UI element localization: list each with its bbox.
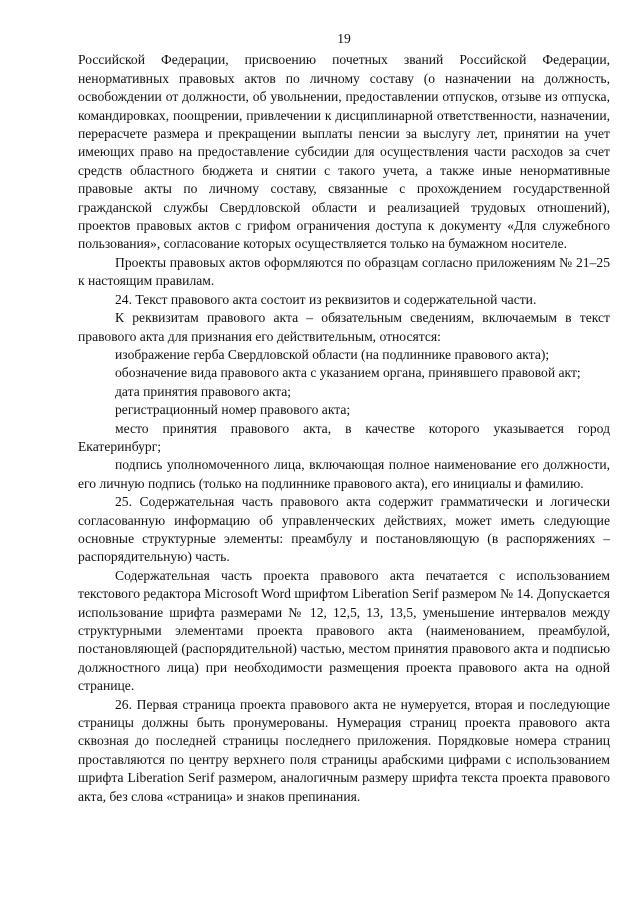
document-page [78, 30, 610, 806]
paragraph-continuation: Российской Федерации, присвоению почетных званий Российской Федерации, ненормативных правовых актов по личному составу (о назначении на должность, освобождении от должности, об увольнении, предоставлении отпусков, отзыве из отпуска, командировках, поощрении, привлечении к дисциплинарной ответственности, назначении, перерасчете размера и прекращении выплаты пенсии за выслугу лет, принятии на учет имеющих право на предоставление субсидии для осуществления части расходов за счет средств областного бюджета и снятии с такого учета, а также иные ненормативные правовые акты по личному составу, связанные с прохождением государственной гражданской службы Свердловской области и реализацией трудовых отношений), проектов правовых актов с грифом ограничения доступа к документу «Для служебного пользования», согласование которых осуществляется только на бумажном носителе. [78, 52, 610, 252]
page-number: 19 [337, 31, 351, 46]
paragraph-font-requirements: Содержательная часть проекта правового акта печатается с использованием текстового редактора Microsoft Word шрифтом Liberation Serif размером № 14. Допускается использование шрифта размерами № 12, 12,5, 13, 13,5, уменьшение интервалов между структурными элементами проекта правового акта (наименованием, преамбулой, постановляющей (распорядительной) частью, местом принятия правового акта и подписью должностного лица) при необходимости размещения проекта правового акта на одной странице. [78, 567, 610, 694]
paragraph-item-25: 25. Содержательная часть правового акта содержит грамматически и логически согласованную информацию об управленческих действиях, может иметь следующие основные структурные элементы: преамбулу и постановляющую (в распоряжениях – распорядительную) часть. [78, 494, 610, 565]
requisite-signature: подпись уполномоченного лица, включающая полное наименование его должности, его личную подпись (только на подлиннике правового акта), его инициалы и фамилию. [78, 457, 610, 491]
paragraph-item-24: 24. Текст правового акта состоит из реквизитов и содержательной части. [115, 291, 537, 307]
requisite-act-type: обозначение вида правового акта с указанием органа, принявшего правовой акт; [115, 365, 581, 381]
requisite-date: дата принятия правового акта; [115, 383, 292, 399]
paragraph-item-26: 26. Первая страница проекта правового акта не нумеруется, вторая и последующие страницы должны быть пронумерованы. Нумерация страниц проекта правового акта сквозная до последней страницы последнего приложения. Порядковые номера страниц проставляются по центру верхнего поля страницы арабскими цифрами с использованием шрифта Liberation Serif размером, аналогичным размеру шрифта текста проекта правового акта, без слова «страница» и знаков препинания. [78, 696, 610, 804]
requisite-registration-number: регистрационный номер правового акта; [115, 402, 351, 418]
requisite-coat-of-arms: изображение герба Свердловской области (на подлиннике правового акта); [115, 346, 550, 362]
requisite-place: место принятия правового акта, в качестве которого указывается город Екатеринбург; [78, 420, 610, 454]
paragraph-templates-note: Проекты правовых актов оформляются по образцам согласно приложениям № 21–25 к настоящим правилам. [78, 254, 610, 289]
paragraph-requisites-intro: К реквизитам правового акта – обязательным сведениям, включаемым в текст правового акта для признания его действительным, относятся: [78, 310, 610, 344]
